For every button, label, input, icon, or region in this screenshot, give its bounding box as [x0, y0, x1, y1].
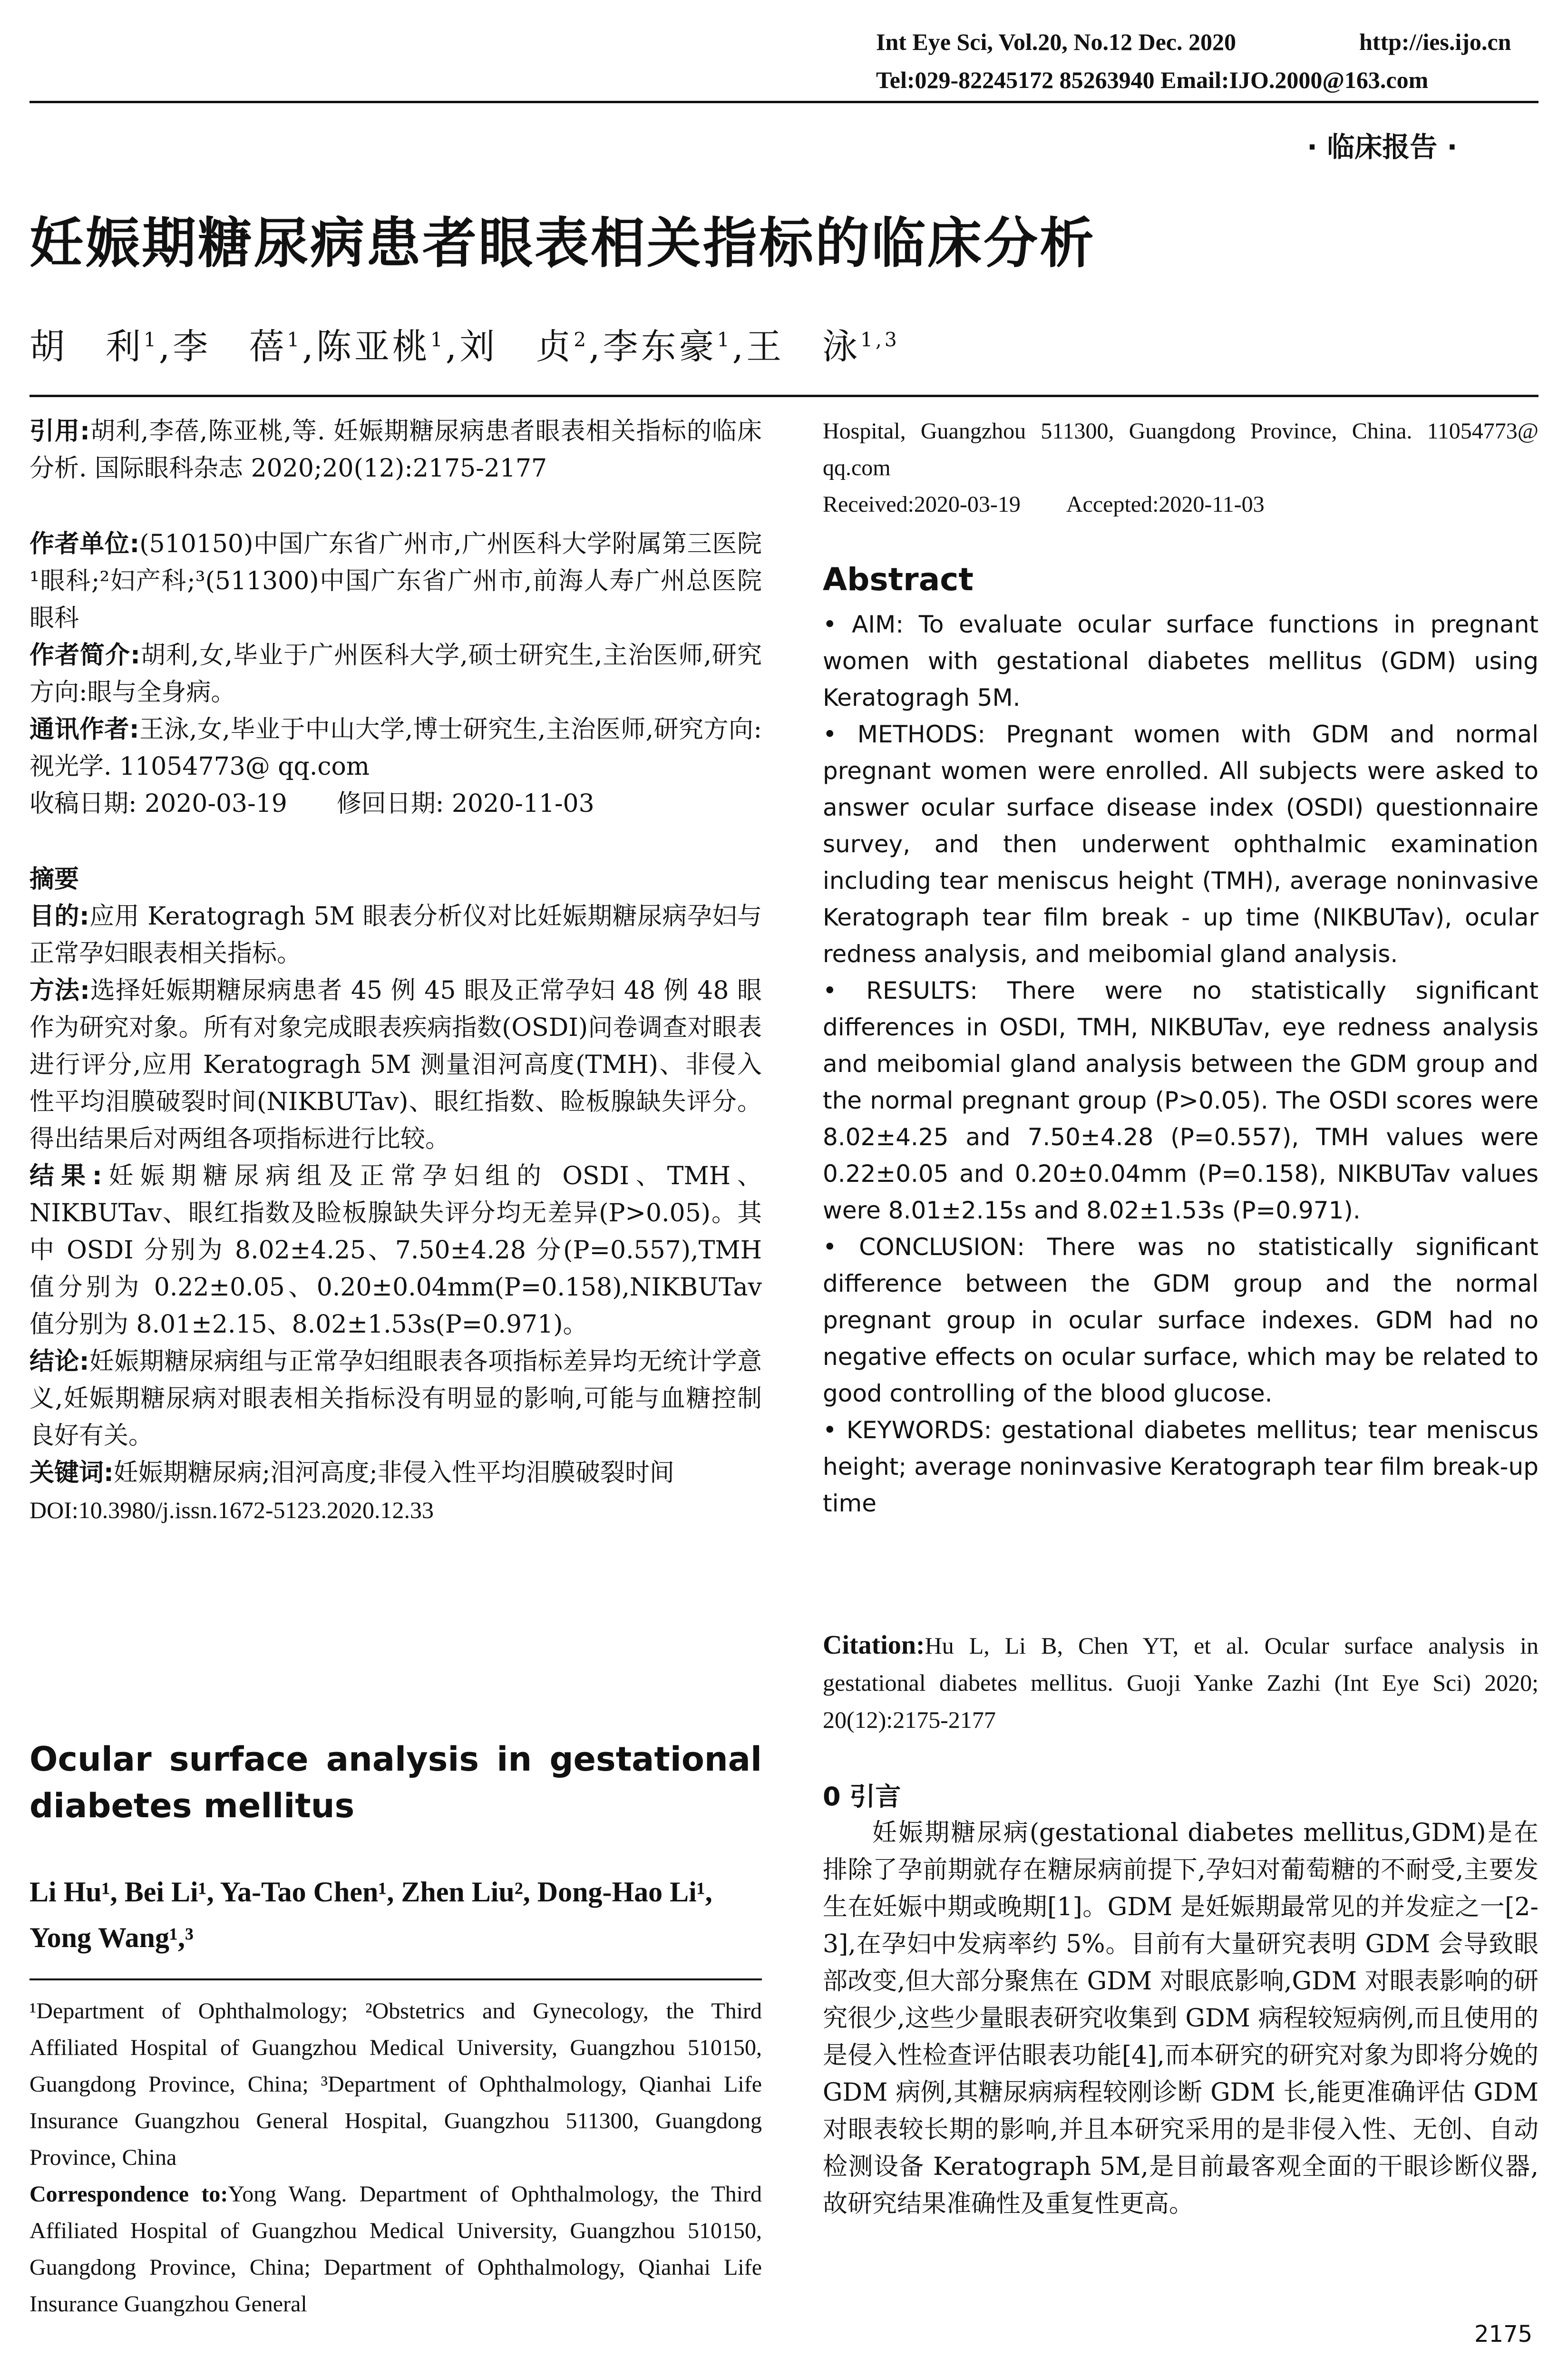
header-rule	[29, 101, 1539, 103]
corr-label: 通讯作者:	[29, 715, 139, 744]
corr-cont-text: Hospital, Guangzhou 511300, Guangdong Province, China. 11054773@ qq.com	[823, 419, 1539, 480]
author-4: 刘 贞	[459, 326, 574, 367]
citation-en	[823, 1627, 1539, 1738]
methods-label: 方法:	[29, 976, 90, 1005]
abstract-heading-cn: 摘要	[29, 865, 79, 894]
conclusion-text: 妊娠期糖尿病组与正常孕妇组眼表各项指标差异均无统计学意义,妊娠期糖尿病对眼表相关指标没有明显的影响,可能与血糖控制良好有关。	[29, 1347, 762, 1450]
author-5: 李东豪	[603, 326, 717, 367]
results-en: • RESULTS: There were no statistically significant differences in OSDI, TMH, NIKBUTav, eye redness analysis and meibomial gland analysis between the GDM group and the normal pregnant group (P>0.05). The OSDI scores were 8.02±4.25 and 7.50±4.28 (P=0.557), TMH values were 0.22±0.05 and 0.20±0.04mm (P=0.158), NIKBUTav values were 8.01±2.15s and 8.02±1.53s (P=0.971).	[823, 977, 1539, 1224]
author-1-sup: 1	[144, 328, 159, 351]
title-en: Ocular surface analysis in gestational diabetes mellitus	[29, 1740, 762, 1825]
author-4-sup: 2	[574, 328, 589, 351]
intro-body	[823, 1814, 1539, 2222]
abstract-heading-en: Abstract	[823, 561, 974, 598]
author-6-sup: 1,3	[860, 328, 900, 351]
citation-cn	[29, 413, 762, 487]
aim-label: 目的:	[29, 902, 89, 931]
methods-en: • METHODS: Pregnant women with GDM and normal pregnant women were enrolled. All subjects were asked to answer ocular surface disease index (OSDI) questionnaire survey, and then underwent ophthalmic examination including tear meniscus height (TMH), average noninvasive Keratograph tear film break - up time (NIKBUTav), ocular redness analysis, and meibomial gland analysis.	[823, 721, 1539, 968]
abstract-en	[823, 606, 1539, 1522]
aim-en: • AIM: To evaluate ocular surface functions in pregnant women with gestational diabetes mellitus (GDM) using Keratogragh 5M.	[823, 611, 1539, 711]
page-title: 妊娠期糖尿病患者眼表相关指标的临床分析	[29, 212, 1096, 275]
unit-label: 作者单位:	[29, 530, 140, 558]
doi[interactable]: DOI:10.3980/j.issn.1672-5123.2020.12.33	[29, 1497, 434, 1523]
conclusion-en: • CONCLUSION: There was no statistically significant difference between the GDM group and the normal pregnant group in ocular surface indexes. GDM had no negative effects on ocular surface, which may be related to good controlling of the blood glucose.	[823, 1233, 1539, 1407]
bio-text: 胡利,女,毕业于广州医科大学,硕士研究生,主治医师,研究方向:眼与全身病。	[29, 641, 762, 707]
authors-cn: 胡 利$^1$,李 蓓$^1$,陈亚桃$^1$,刘 贞$^2$,李东豪$^1$,王 泳$^{1,3}$	[29, 326, 900, 367]
author-5-sup: 1	[717, 328, 732, 351]
aim-text: 应用 Keratogragh 5M 眼表分析仪对比妊娠期糖尿病孕妇与正常孕妇眼表相关指标。	[29, 902, 762, 968]
title-rule	[29, 395, 1539, 397]
affil-rule	[29, 1978, 762, 1980]
dates-cn: 收稿日期: 2020-03-19 修回日期: 2020-11-03	[29, 789, 594, 818]
journal-url[interactable]: http://ies.ijo.cn	[1359, 29, 1511, 55]
bio-label: 作者简介:	[29, 641, 140, 670]
page-number: 2175	[1474, 2321, 1533, 2348]
author-2: 李 蓓	[173, 326, 287, 367]
authors-en: Li Hu¹, Bei Li¹, Ya-Tao Chen¹, Zhen Liu², Dong-Hao Li¹, Yong Wang¹,³	[29, 1876, 712, 1953]
corr-en-continued	[823, 413, 1539, 523]
corr-text: 王泳,女,毕业于中山大学,博士研究生,主治医师,研究方向:视光学. 11054773@ qq.com	[29, 715, 762, 781]
intro-heading: 0 引言	[823, 1782, 901, 1812]
author-3-sup: 1	[430, 328, 446, 351]
methods-text: 选择妊娠期糖尿病患者 45 例 45 眼及正常孕妇 48 例 48 眼作为研究对象。所有对象完成眼表疾病指数(OSDI)问卷调查对眼表进行评分,应用 Keratogragh 5M 测量泪河高度(TMH)、非侵入性平均泪膜破裂时间(NIKBUTav)、眼红指数、睑板腺缺失评分。得出结果后对两组各项指标进行比较。	[29, 976, 762, 1153]
keywords-label: 关键词:	[29, 1459, 114, 1487]
author-3: 陈亚桃	[316, 326, 430, 367]
intro-text: 妊娠期糖尿病(gestational diabetes mellitus,GDM)是在排除了孕前期就存在糖尿病前提下,孕妇对葡萄糖的不耐受,主要发生在妊娠中期或晚期[1]。GDM 是妊娠期最常见的并发症之一[2-3],在孕妇中发病率约 5%。目前有大量研究表明 GDM 会导致眼部改变,但大部分聚焦在 GDM 对眼底影响,GDM 对眼表影响的研究很少,这些少量眼表研究收集到 GDM 病程较短病例,而且使用的是侵入性检查评估眼表功能[4],而本研究的研究对象为即将分娩的 GDM 病例,其糖尿病病程较刚诊断 GDM 长,能更准确评估 GDM 对眼表较长期的影响,并且本研究采用的是非侵入性、无创、自动检测设备 Keratograph 5M,是目前最客观全面的干眼诊断仪器,故研究结果准确性及重复性更高。	[823, 1819, 1539, 2218]
author-6: 王 泳	[746, 326, 861, 367]
conclusion-label: 结论:	[29, 1347, 89, 1376]
results-label: 结果:	[29, 1162, 102, 1190]
citation-en-text: Hu L, Li B, Chen YT, et al. Ocular surface analysis in gestational diabetes mellitus. Guoji Yanke Zazhi (Int Eye Sci) 2020; 20(12):2175-2177	[823, 1632, 1539, 1733]
corr-en-text: Yong Wang. Department of Ophthalmology, the Third Affiliated Hospital of Guangzhou Medical University, Guangzhou 510150, Guangdong Province, China; Department of Ophthalmology, Qianhai Life Insurance Guangzhou General	[29, 2182, 762, 2317]
affiliation-en-text: ¹Department of Ophthalmology; ²Obstetrics and Gynecology, the Third Affiliated Hospital of Guangzhou Medical University, Guangzhou 510150, Guangdong Province, China; ³Department of Ophthalmology, Qianhai Life Insurance Guangzhou General Hospital, Guangzhou 511300, Guangdong Province, China	[29, 1998, 762, 2170]
keywords-text: 妊娠期糖尿病;泪河高度;非侵入性平均泪膜破裂时间	[113, 1459, 674, 1487]
corr-en-label: Correspondence to:	[29, 2182, 228, 2207]
author-1: 胡 利	[29, 326, 144, 367]
results-text: 妊娠期糖尿病组及正常孕妇组的 OSDI、TMH、NIKBUTav、眼红指数及睑板腺缺失评分均无差异(P>0.05)。其中 OSDI 分别为 8.02±4.25、7.50±4.28 分(P=0.557),TMH 值分别为 0.22±0.05、0.20±0.04mm(P=0.158),NIKBUTav 值分别为 8.01±2.15、8.02±1.53s(P=0.971)。	[29, 1162, 762, 1339]
citation-label: 引用:	[29, 417, 90, 446]
keywords-en: • KEYWORDS: gestational diabetes mellitus; tear meniscus height; average noninvasive Keratograph tear film break-up time	[823, 1416, 1539, 1517]
author-2-sup: 1	[287, 328, 302, 351]
citation-en-label: Citation:	[823, 1630, 925, 1660]
citation-text: 胡利,李蓓,陈亚桃,等. 妊娠期糖尿病患者眼表相关指标的临床分析. 国际眼科杂志 2020;20(12):2175-2177	[29, 417, 762, 483]
received-dates: Received:2020-03-19 Accepted:2020-11-03	[823, 492, 1265, 517]
affiliation-cn	[29, 526, 762, 822]
unit-text: (510150)中国广东省广州市,广州医科大学附属第三医院¹眼科;²妇产科;³(511300)中国广东省广州市,前海人寿广州总医院眼科	[29, 530, 762, 633]
abstract-cn	[29, 861, 762, 1529]
affiliation-en	[29, 1993, 762, 2322]
contact-line: Tel:029-82245172 85263940 Email:IJO.2000@163.com	[876, 67, 1429, 93]
journal-line: Int Eye Sci, Vol.20, No.12 Dec. 2020	[876, 29, 1236, 55]
section-tag: · 临床报告 ·	[1307, 131, 1458, 163]
